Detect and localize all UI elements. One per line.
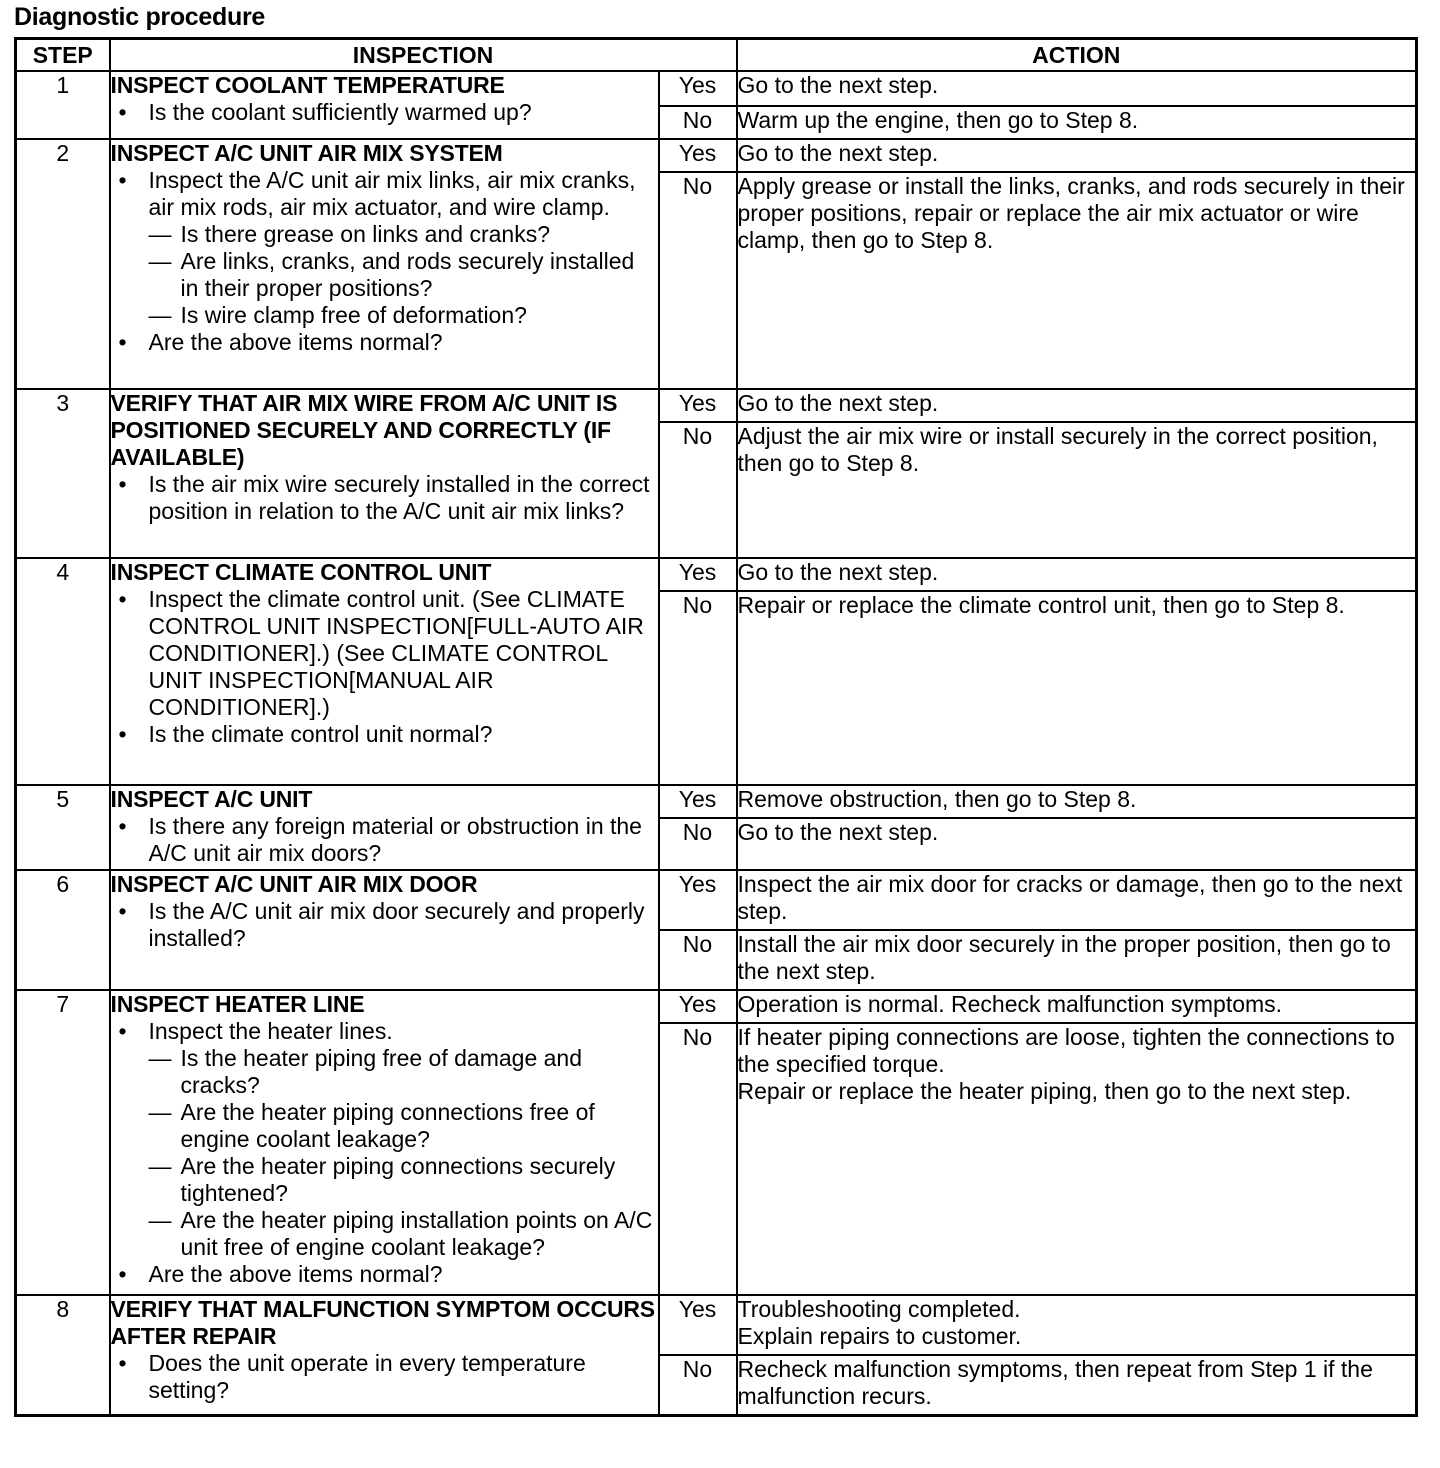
- yes-label: Yes: [659, 990, 737, 1023]
- document-title: Diagnostic procedure: [14, 3, 265, 31]
- inspection-bullet-text: • Inspect the A/C unit air mix links, air mix cranks, air mix rods, air mix actuator, and wire clamp.: [148, 167, 636, 220]
- step-row: [16, 139, 1417, 172]
- inspection-title: VERIFY THAT MALFUNCTION SYMPTOM OCCURS AFTER REPAIR: [110, 1296, 655, 1349]
- inspection-title: INSPECT A/C UNIT AIR MIX DOOR: [110, 871, 478, 897]
- inspection-bullet: • Is the coolant sufficiently warmed up?: [111, 99, 658, 126]
- inspection-sub-item: — Is there grease on links and cranks?: [149, 221, 658, 248]
- yes-action: Go to the next step.: [737, 139, 1417, 172]
- no-action: Go to the next step.: [737, 818, 1417, 870]
- no-label: No: [659, 106, 737, 139]
- inspection-bullet: [111, 167, 658, 329]
- step-row: [16, 71, 1417, 106]
- no-label: No: [659, 172, 737, 389]
- no-label: No: [659, 591, 737, 785]
- inspection-cell: [110, 558, 659, 785]
- step-number: 1: [16, 71, 110, 139]
- step-number: 2: [16, 139, 110, 389]
- inspection-bullet: • Inspect the climate control unit. (See CLIMATE CONTROL UNIT INSPECTION[FULL-AUTO AIR CONDITIONER].) (See CLIMATE CONTROL UNIT INSPECTION[MANUAL AIR CONDITIONER].): [111, 586, 658, 721]
- no-action: Repair or replace the climate control unit, then go to Step 8.: [737, 591, 1417, 785]
- no-action: Warm up the engine, then go to Step 8.: [737, 106, 1417, 139]
- header-inspection: INSPECTION: [110, 39, 737, 72]
- no-label: No: [659, 930, 737, 990]
- header-row: [16, 39, 1417, 72]
- no-action: Install the air mix door securely in the proper position, then go to the next step.: [737, 930, 1417, 990]
- inspection-cell: [110, 990, 659, 1295]
- step-row: [16, 990, 1417, 1023]
- inspection-bullet: • Is the A/C unit air mix door securely and properly installed?: [111, 898, 658, 952]
- yes-label: Yes: [659, 558, 737, 591]
- yes-action-line: Troubleshooting completed.: [737, 1296, 1021, 1322]
- step-number: 8: [16, 1295, 110, 1416]
- inspection-title: INSPECT A/C UNIT: [110, 786, 313, 812]
- no-action-line: Repair or replace the heater piping, then go to the next step.: [737, 1078, 1352, 1104]
- step-row: [16, 870, 1417, 930]
- yes-action: [737, 1295, 1417, 1355]
- step-number: 7: [16, 990, 110, 1295]
- yes-action: Remove obstruction, then go to Step 8.: [737, 785, 1417, 818]
- inspection-cell: [110, 389, 659, 558]
- inspection-cell: [110, 1295, 659, 1416]
- inspection-bullet: • Is the air mix wire securely installed in the correct position in relation to the A/C unit air mix links?: [111, 471, 658, 525]
- inspection-sub-item: — Are links, cranks, and rods securely installed in their proper positions?: [149, 248, 658, 302]
- step-row: [16, 558, 1417, 591]
- inspection-bullet: • Are the above items normal?: [111, 1261, 658, 1288]
- yes-action: Inspect the air mix door for cracks or damage, then go to the next step.: [737, 870, 1417, 930]
- inspection-bullet: • Are the above items normal?: [111, 329, 658, 356]
- yes-label: Yes: [659, 389, 737, 422]
- inspection-title: INSPECT A/C UNIT AIR MIX SYSTEM: [110, 140, 503, 166]
- yes-label: Yes: [659, 1295, 737, 1355]
- inspection-bullet: • Is there any foreign material or obstruction in the A/C unit air mix doors?: [111, 813, 658, 867]
- diagnostic-procedure-table: [14, 37, 1418, 1417]
- step-number: 5: [16, 785, 110, 870]
- yes-label: Yes: [659, 870, 737, 930]
- header-action: ACTION: [737, 39, 1417, 72]
- no-action-line: If heater piping connections are loose, tighten the connections to the specified torque.: [737, 1024, 1395, 1077]
- step-number: 6: [16, 870, 110, 990]
- inspection-bullet-text: • Inspect the heater lines.: [148, 1018, 393, 1044]
- inspection-bullet: • Does the unit operate in every temperature setting?: [111, 1350, 658, 1404]
- no-label: No: [659, 1023, 737, 1295]
- inspection-title: INSPECT CLIMATE CONTROL UNIT: [110, 559, 492, 585]
- inspection-sub-item: — Are the heater piping connections free of engine coolant leakage?: [149, 1099, 658, 1153]
- no-action: Apply grease or install the links, cranks, and rods securely in their proper positions, repair or replace the air mix actuator or wire clamp, then go to Step 8.: [737, 172, 1417, 389]
- inspection-cell: [110, 870, 659, 990]
- no-action: Adjust the air mix wire or install securely in the correct position, then go to Step 8.: [737, 422, 1417, 558]
- yes-label: Yes: [659, 139, 737, 172]
- step-row: [16, 1295, 1417, 1355]
- step-row: [16, 785, 1417, 818]
- inspection-bullet: • Is the climate control unit normal?: [111, 721, 658, 748]
- no-label: No: [659, 422, 737, 558]
- yes-action: Operation is normal. Recheck malfunction symptoms.: [737, 990, 1417, 1023]
- no-action: [737, 1023, 1417, 1295]
- inspection-cell: [110, 71, 659, 139]
- step-row: [16, 389, 1417, 422]
- yes-label: Yes: [659, 71, 737, 106]
- inspection-title: INSPECT HEATER LINE: [110, 991, 365, 1017]
- inspection-sub-item: — Are the heater piping connections securely tightened?: [149, 1153, 658, 1207]
- yes-action-line: Explain repairs to customer.: [737, 1323, 1022, 1349]
- yes-label: Yes: [659, 785, 737, 818]
- no-label: No: [659, 1355, 737, 1416]
- step-number: 3: [16, 389, 110, 558]
- inspection-title: INSPECT COOLANT TEMPERATURE: [110, 72, 505, 98]
- yes-action: Go to the next step.: [737, 558, 1417, 591]
- yes-action: Go to the next step.: [737, 389, 1417, 422]
- inspection-cell: [110, 139, 659, 389]
- header-step: STEP: [16, 39, 110, 72]
- inspection-sub-item: — Is the heater piping free of damage and cracks?: [149, 1045, 658, 1099]
- no-label: No: [659, 818, 737, 870]
- yes-action: Go to the next step.: [737, 71, 1417, 106]
- step-number: 4: [16, 558, 110, 785]
- inspection-sub-item: — Is wire clamp free of deformation?: [149, 302, 658, 329]
- inspection-title: VERIFY THAT AIR MIX WIRE FROM A/C UNIT IS POSITIONED SECURELY AND CORRECTLY (IF AVAILABLE): [110, 390, 618, 470]
- inspection-bullet: [111, 1018, 658, 1261]
- no-action: Recheck malfunction symptoms, then repeat from Step 1 if the malfunction recurs.: [737, 1355, 1417, 1416]
- inspection-sub-item: — Are the heater piping installation points on A/C unit free of engine coolant leakage?: [149, 1207, 658, 1261]
- inspection-cell: [110, 785, 659, 870]
